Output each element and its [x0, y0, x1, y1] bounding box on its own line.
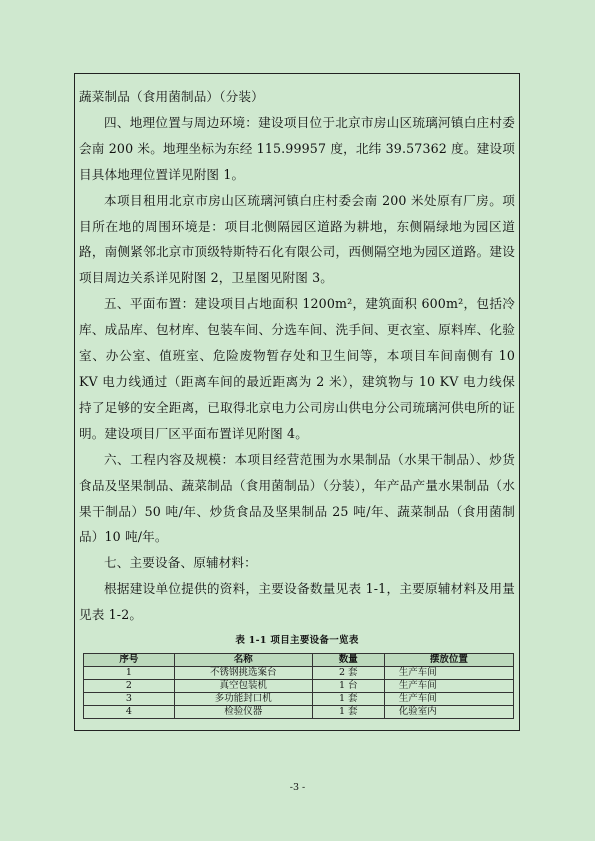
cell-location: 生产车间 [384, 680, 513, 693]
paragraph-equipment-heading: 七、主要设备、原辅材料： [104, 555, 257, 571]
document-frame [74, 73, 520, 731]
cell-name: 不锈钢挑选案台 [174, 667, 312, 680]
table-header-row [84, 654, 514, 667]
header-location: 摆放位置 [384, 654, 513, 667]
equipment-table [83, 653, 514, 719]
paragraph-scale: 六、工程内容及规模：本项目经营范围为水果制品（水果干制品）、炒货食品及坚果制品、蔬菜制品（食用菌制品）（分装），年产品产量水果制品（水果干制品）50 吨/年、炒货食品及坚果制品 25 吨/年、蔬菜制品（食用菌制品）10 吨/年。 [79, 451, 515, 545]
cell-quantity: 1 台 [312, 680, 384, 693]
header-name: 名称 [174, 654, 312, 667]
paragraph-location: 四、地理位置与周边环境：建设项目位于北京市房山区琉璃河镇白庄村委会南 200 米。地理坐标为东经 115.99957 度，北纬 39.57362 度。建设项目具体地理位置详见附图 1。 [79, 114, 515, 182]
cell-index: 1 [84, 667, 175, 680]
cell-quantity: 1 套 [312, 693, 384, 706]
table-caption: 表 1-1 项目主要设备一览表 [235, 635, 359, 647]
table-row [84, 680, 514, 693]
cell-name: 检验仪器 [174, 706, 312, 719]
page-number: -3 - [289, 782, 306, 793]
cell-index: 3 [84, 693, 175, 706]
paragraph-surroundings: 本项目租用北京市房山区琉璃河镇白庄村委会南 200 米处原有厂房。项目所在地的周围环境是：项目北侧隔园区道路为耕地，东侧隔绿地为园区道路，南侧紧邻北京市顶级特斯特石化有限公司，西侧隔空地为园区道路。建设项目周边关系详见附图 2，卫星图见附图 3。 [79, 192, 515, 286]
table-row [84, 706, 514, 719]
header-quantity: 数量 [312, 654, 384, 667]
table-row [84, 693, 514, 706]
cell-location: 生产车间 [384, 693, 513, 706]
paragraph-equipment-intro: 根据建设单位提供的资料，主要设备数量见表 1-1，主要原辅材料及用量见表 1-2。 [79, 581, 515, 623]
cell-location: 化验室内 [384, 706, 513, 719]
table-row [84, 667, 514, 680]
paragraph-product-continued: 蔬菜制品（食用菌制品）（分装） [79, 89, 264, 104]
header-index: 序号 [84, 654, 175, 667]
cell-name: 真空包装机 [174, 680, 312, 693]
paragraph-layout: 五、平面布置：建设项目占地面积 1200m²，建筑面积 600m²，包括冷库、成品库、包材库、包装车间、分选车间、洗手间、更衣室、原料库、化验室、办公室、值班室、危险废物暂存处和卫生间等，本项目车间南侧有 10 KV 电力线通过（距离车间的最近距离为 2 米），建筑物与 10 KV 电力线保持了足够的安全距离，已取得北京电力公司房山供电分公司琉璃河供电所的证明。建设项目厂区平面布置详见附图 4。 [79, 296, 515, 441]
cell-index: 4 [84, 706, 175, 719]
cell-quantity: 2 套 [312, 667, 384, 680]
cell-location: 生产车间 [384, 667, 513, 680]
cell-quantity: 1 套 [312, 706, 384, 719]
cell-name: 多功能封口机 [174, 693, 312, 706]
cell-index: 2 [84, 680, 175, 693]
